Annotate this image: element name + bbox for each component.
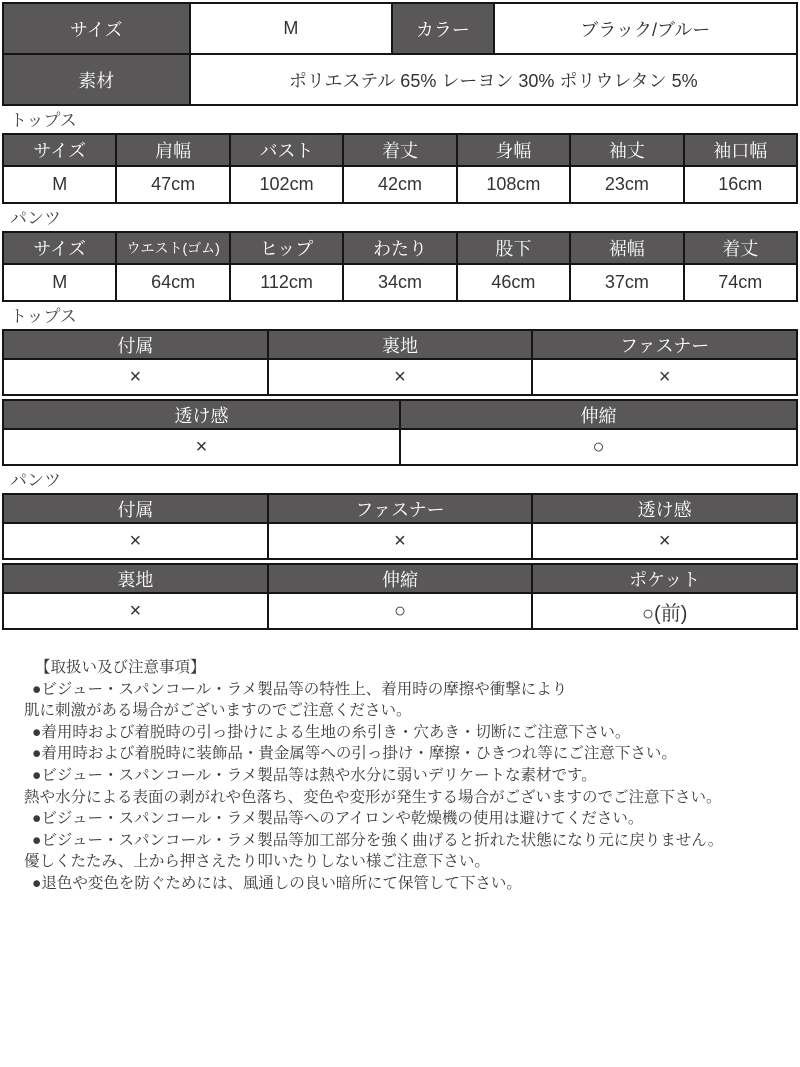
feature-header: 透け感 xyxy=(532,494,797,523)
measurement-value: M xyxy=(3,166,116,203)
material-header: 素材 xyxy=(3,54,190,105)
feature-mark: × xyxy=(3,523,268,559)
pants-measurements-title: パンツ xyxy=(10,209,61,228)
column-header: バスト xyxy=(230,134,343,166)
column-header: 身幅 xyxy=(457,134,570,166)
column-header: ヒップ xyxy=(230,232,343,264)
column-header: サイズ xyxy=(3,232,116,264)
tops-measurements-table xyxy=(2,133,798,204)
feature-header: 伸縮 xyxy=(268,564,533,593)
column-header: 裾幅 xyxy=(570,232,683,264)
feature-mark: × xyxy=(532,359,797,395)
pants-features-table-1 xyxy=(2,493,798,560)
size-header: サイズ xyxy=(3,3,190,54)
care-note-line: ●退色や変色を防ぐためには、風通しの良い暗所にて保管して下さい。 xyxy=(32,874,522,892)
tops-measurements-title: トップス xyxy=(10,111,77,130)
measurement-value: 108cm xyxy=(457,166,570,203)
care-note-line: ●ビジュー・スパンコール・ラメ製品等は熱や水分に弱いデリケートな素材です。 xyxy=(32,766,597,784)
feature-mark: × xyxy=(3,359,268,395)
measurement-value: 37cm xyxy=(570,264,683,301)
feature-mark: ○ xyxy=(268,593,533,629)
tops-features-title: トップス xyxy=(10,307,77,326)
feature-mark: × xyxy=(3,593,268,629)
table-header-row xyxy=(3,330,797,359)
column-header: わたり xyxy=(343,232,456,264)
care-note-line: ●ビジュー・スパンコール・ラメ製品等の特性上、着用時の摩擦や衝撃により xyxy=(32,680,568,698)
column-header: サイズ xyxy=(3,134,116,166)
measurement-value: 46cm xyxy=(457,264,570,301)
table-header-row xyxy=(3,494,797,523)
feature-header: 付属 xyxy=(3,494,268,523)
feature-header: 伸縮 xyxy=(400,400,797,429)
color-value: ブラック/ブルー xyxy=(494,3,797,54)
tops-features-table-1 xyxy=(2,329,798,396)
measurement-value: 47cm xyxy=(116,166,229,203)
feature-mark: × xyxy=(268,359,533,395)
column-header: 着丈 xyxy=(343,134,456,166)
table-header-row xyxy=(3,400,797,429)
table-row xyxy=(3,166,797,203)
measurement-value: 42cm xyxy=(343,166,456,203)
measurement-value: 102cm xyxy=(230,166,343,203)
table-row xyxy=(3,264,797,301)
feature-header: ファスナー xyxy=(268,494,533,523)
measurement-value: 23cm xyxy=(570,166,683,203)
care-notes-title: 【取扱い及び注意事項】 xyxy=(35,659,206,676)
care-note-line: 熱や水分による表面の剥がれや色落ち、変色や変形が発生する場合がございますのでご注意下さい。 xyxy=(24,788,722,806)
care-note-line: 優しくたたみ、上から押さえたり叩いたりしない様ご注意下さい。 xyxy=(24,853,490,871)
column-header: 着丈 xyxy=(684,232,797,264)
table-row xyxy=(3,3,797,54)
table-row xyxy=(3,429,797,465)
feature-mark: × xyxy=(268,523,533,559)
measurement-value: M xyxy=(3,264,116,301)
summary-table xyxy=(2,2,798,106)
care-note-line: ●着用時および着脱時の引っ掛けによる生地の糸引き・穴あき・切断にご注意下さい。 xyxy=(32,723,631,741)
pants-measurements-table xyxy=(2,231,798,302)
feature-header: ファスナー xyxy=(532,330,797,359)
size-value: M xyxy=(190,3,392,54)
measurement-value: 64cm xyxy=(116,264,229,301)
measurement-value: 34cm xyxy=(343,264,456,301)
table-header-row xyxy=(3,564,797,593)
feature-mark: × xyxy=(3,429,400,465)
feature-header: 裏地 xyxy=(268,330,533,359)
feature-mark: ○ xyxy=(400,429,797,465)
care-note-line: ●着用時および着脱時に装飾品・貴金属等への引っ掛け・摩擦・ひきつれ等にご注意下さい。 xyxy=(32,745,677,763)
column-header: 袖口幅 xyxy=(684,134,797,166)
column-header: 股下 xyxy=(457,232,570,264)
table-row xyxy=(3,54,797,105)
feature-mark: ○(前) xyxy=(532,593,797,629)
measurement-value: 74cm xyxy=(684,264,797,301)
table-header-row xyxy=(3,134,797,166)
care-note-line: ●ビジュー・スパンコール・ラメ製品等へのアイロンや乾燥機の使用は避けてください。 xyxy=(32,810,644,828)
measurement-value: 16cm xyxy=(684,166,797,203)
feature-header: 裏地 xyxy=(3,564,268,593)
table-header-row xyxy=(3,232,797,264)
column-header: 肩幅 xyxy=(116,134,229,166)
pants-features-title: パンツ xyxy=(10,471,61,490)
feature-header: 透け感 xyxy=(3,400,400,429)
table-row xyxy=(3,359,797,395)
care-note-line: ●ビジュー・スパンコール・ラメ製品等加工部分を強く曲げると折れた状態になり元に戻りません。 xyxy=(32,831,724,849)
column-header: ウエスト(ゴム) xyxy=(116,232,229,264)
pants-features-table-2 xyxy=(2,563,798,630)
column-header: 袖丈 xyxy=(570,134,683,166)
feature-header: ポケット xyxy=(532,564,797,593)
table-row xyxy=(3,593,797,629)
care-notes xyxy=(24,657,798,895)
feature-mark: × xyxy=(532,523,797,559)
feature-header: 付属 xyxy=(3,330,268,359)
tops-features-table-2 xyxy=(2,399,798,466)
material-value: ポリエステル 65% レーヨン 30% ポリウレタン 5% xyxy=(190,54,797,105)
care-note-line: 肌に刺激がある場合がございますのでご注意ください。 xyxy=(24,702,412,720)
table-row xyxy=(3,523,797,559)
measurement-value: 112cm xyxy=(230,264,343,301)
color-header: カラー xyxy=(392,3,494,54)
